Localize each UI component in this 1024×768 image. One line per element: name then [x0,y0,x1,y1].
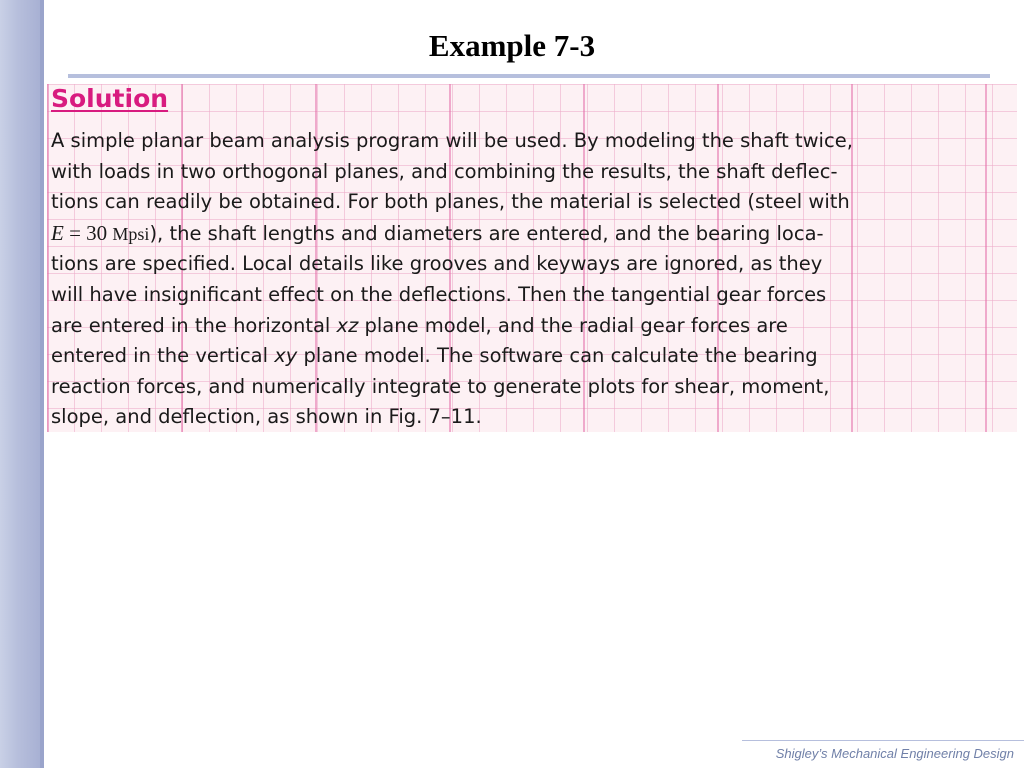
equals-sign: = [69,220,81,245]
solution-line-start: are entered in the horizontal [51,313,337,337]
modulus-symbol: E [51,220,64,245]
solution-heading: Solution [51,84,169,113]
solution-line: tions can readily be obtained. For both planes, the material is selected (steel with [51,190,850,214]
plane-label-xy: xy [274,344,298,368]
solution-line: reaction forces, and numerically integrate to generate plots for shear, moment, [51,374,830,398]
solution-line-with-plane [51,311,1017,342]
solution-panel [47,84,1017,432]
modulus-value: 30 [86,220,108,245]
solution-line-end: plane model, and the radial gear forces are [358,313,788,337]
solution-body [51,126,1017,432]
solution-line: tions are specified. Local details like grooves and keyways are ignored, as they [51,252,823,276]
solution-line-with-plane [51,341,1017,372]
modulus-equation [51,221,149,245]
solution-line: slope, and deflection, as shown in Fig. 7–11. [51,405,482,429]
solution-line: will have insignificant effect on the deflections. Then the tangential gear forces [51,282,827,306]
solution-line-end: plane model. The software can calculate the bearing [297,344,818,368]
solution-line-rest: ), the shaft lengths and diameters are entered, and the bearing loca- [149,221,824,245]
left-accent-bar [0,0,44,768]
title-divider [68,74,990,78]
plane-label-xz: xz [336,313,359,337]
modulus-unit: Mpsi [112,223,150,244]
solution-line-with-equation [51,218,1017,250]
slide-title: Example 7-3 [428,28,596,63]
solution-line: with loads in two orthogonal planes, and combining the results, the shaft deflec- [51,159,838,183]
solution-line: A simple planar beam analysis program will be used. By modeling the shaft twice, [51,129,853,152]
solution-line-start: entered in the vertical [51,344,275,368]
footer-divider [742,740,1024,741]
footer-book-title: Shigley’s Mechanical Engineering Design [775,746,1014,761]
